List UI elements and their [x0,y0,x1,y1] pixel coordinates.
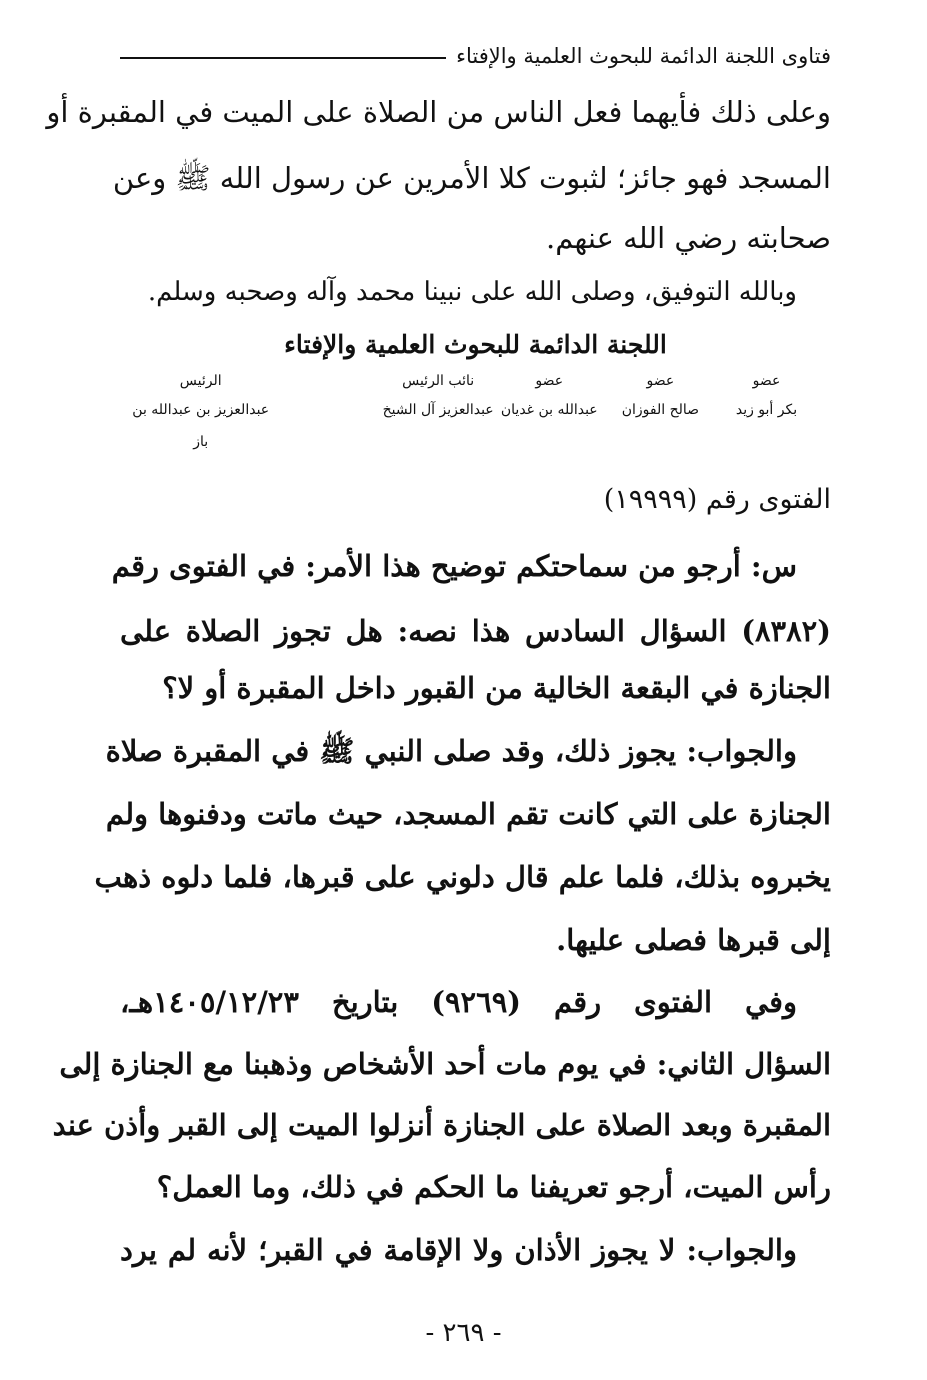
signature-role: نائب الرئيس [402,373,475,389]
body-line-7: إلى قبرها فصلى عليها. [556,923,831,957]
intro-line-2: المسجد فهو جائز؛ لثبوت كلا الأمرين عن رسول الله ﷺ وعن [112,161,831,195]
signature-name: صالح الفوزان [621,402,700,418]
signature-name [271,394,382,426]
signature-name: بكر أبو زيد [735,402,798,418]
body-line-11: رأس الميت، أرجو تعريفنا ما الحكم في ذلك، وما العمل؟ [156,1170,831,1204]
signature-role: عضو [646,373,675,389]
signature-member-1 [716,368,817,438]
body-line-8: وفي الفتوى رقم (٩٢٦٩) بتاريخ ١٤٠٥/١٢/٢٣هـ، [120,985,797,1019]
signatures-block [130,368,817,450]
body-line-9: السؤال الثاني: في يوم مات أحد الأشخاص وذهبنا مع الجنازة إلى [59,1047,831,1081]
body-line-4: والجواب: يجوز ذلك، وقد صلى النبي ﷺ في المقبرة صلاة [105,734,797,768]
signature-member-3 [494,368,605,438]
page-number: - ٢٦٩ - [425,1318,502,1348]
signature-name: عبدالله بن غديان [500,402,598,418]
intro-line-3: صحابته رضي الله عنهم. [546,221,831,255]
closing-line: وبالله التوفيق، وصلى الله على نبينا محمد وآله وصحبه وسلم. [147,277,797,307]
body-line-3: الجنازة في البقعة الخالية من القبور داخل المقبرة أو لا؟ [162,671,831,705]
intro-line-1: وعلى ذلك فأيهما فعل الناس من الصلاة على الميت في المقبرة أو [46,95,831,129]
signature-role [271,368,382,394]
fatwa-number: الفتوى رقم (١٩٩٩٩) [603,484,831,515]
signature-name: عبدالعزيز بن عبدالله بن باز [132,402,270,450]
running-header [120,28,831,68]
signature-role: عضو [535,373,564,389]
body-line-1: س: أرجو من سماحتكم توضيح هذا الأمر: في الفتوى رقم [111,549,797,583]
body-line-12: والجواب: لا يجوز الأذان ولا الإقامة في القبر؛ لأنه لم يرد [120,1233,797,1267]
header-rule [120,57,446,59]
signature-member-4 [383,368,494,438]
body-line-6: يخبروه بذلك، فلما علم قال دلوني على قبرها، فلما دلوه ذهب [94,860,831,894]
committee-title: اللجنة الدائمة للبحوث العلمية والإفتاء [284,330,667,359]
body-line-5: الجنازة على التي كانت تقم المسجد، حيث ماتت ودفنوها ولم [105,797,831,831]
signature-member-5 [271,368,382,438]
signature-role: عضو [752,373,781,389]
header-title: فتاوى اللجنة الدائمة للبحوث العلمية والإفتاء [456,44,831,68]
signature-role: الرئيس [179,373,222,389]
body-line-10: المقبرة وبعد الصلاة على الجنازة أنزلوا الميت إلى القبر وأذن عند [52,1108,831,1142]
signature-name: عبدالعزيز آل الشيخ [382,402,494,418]
signature-member-6 [130,368,271,450]
signature-member-2 [605,368,716,438]
body-line-2: (٨٣٨٢) السؤال السادس هذا نصه: هل تجوز الصلاة على [120,614,831,648]
